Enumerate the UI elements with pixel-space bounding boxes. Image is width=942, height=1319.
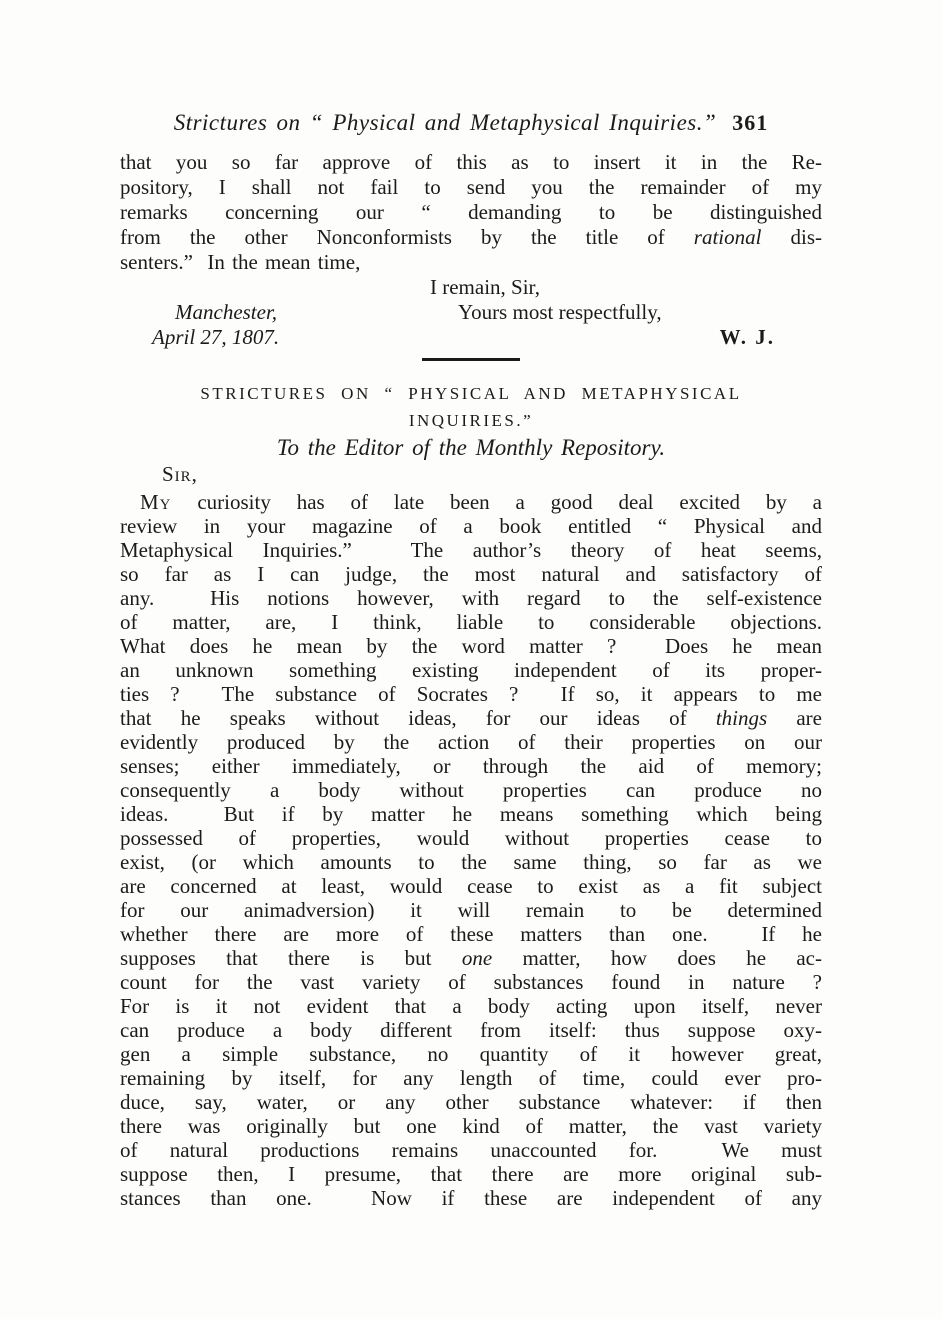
running-head-title: Strictures on “ Physical and Metaphysical Inquiries.” [173, 110, 717, 135]
text-line: remaining by itself, for any length of time, could ever pro- [120, 1066, 822, 1090]
text-line: any. His notions however, with regard to the self-existence [120, 586, 822, 610]
text-line: of natural productions remains unaccounted for. We must [120, 1138, 822, 1162]
article-heading-line2: INQUIRIES.” [408, 411, 534, 430]
letter-closing: I remain, Sir, [430, 275, 540, 299]
text-line: suppose then, I presume, that there are more original sub- [120, 1162, 822, 1186]
article-body-paragraph [120, 490, 822, 1210]
running-head [120, 110, 822, 136]
text-line: can produce a body different from itself: thus suppose oxy- [120, 1018, 822, 1042]
text-line: supposes that there is but one matter, how does he ac- [120, 946, 822, 970]
text-line: ties ? The substance of Socrates ? If so, it appears to me [120, 682, 822, 706]
text-line: senses; either immediately, or through the aid of memory; [120, 754, 822, 778]
article-heading-line1: STRICTURES ON “ PHYSICAL AND METAPHYSICAL [200, 384, 742, 403]
text-line: For is it not evident that a body acting upon itself, never [120, 994, 822, 1018]
text-line: duce, say, water, or any other substance whatever: if then [120, 1090, 822, 1114]
text-line: from the other Nonconformists by the title of rational dis- [120, 225, 822, 249]
text-line: are concerned at least, would cease to exist as a fit subject [120, 874, 822, 898]
letter-place: Manchester, [175, 300, 278, 324]
letter-place-valediction-row [120, 300, 822, 325]
text-line: Metaphysical Inquiries.” The author’s theory of heat seems, [120, 538, 822, 562]
article-dedication: To the Editor of the Monthly Repository. [276, 435, 666, 460]
letter-date: April 27, 1807. [152, 325, 280, 349]
text-line: that he speaks without ideas, for our ideas of things are [120, 706, 822, 730]
text-line: senters.” In the mean time, [120, 250, 361, 274]
letter-signature: W. J. [719, 325, 775, 349]
text-line: pository, I shall not fail to send you the remainder of my [120, 175, 822, 199]
text-line: whether there are more of these matters than one. If he [120, 922, 822, 946]
letter-date-signature-row [120, 325, 822, 350]
letter-valediction: Yours most respectfully, [458, 300, 662, 324]
text-line: consequently a body without properties can produce no [120, 778, 822, 802]
text-line: gen a simple substance, no quantity of it however great, [120, 1042, 822, 1066]
page-number: 361 [732, 110, 769, 135]
text-line: evidently produced by the action of their properties on our [120, 730, 822, 754]
letter-continuation-paragraph [120, 150, 822, 275]
text-line: My curiosity has of late been a good deal excited by a [140, 490, 822, 514]
text-block [120, 0, 822, 1210]
text-line: What does he mean by the word matter ? Does he mean [120, 634, 822, 658]
text-line: exist, (or which amounts to the same thing, so far as we [120, 850, 822, 874]
text-line: possessed of properties, would without properties cease to [120, 826, 822, 850]
text-line: that you so far approve of this as to insert it in the Re- [120, 150, 822, 174]
letter-closing-row [120, 275, 822, 300]
text-line: for our animadversion) it will remain to be determined [120, 898, 822, 922]
text-line: of matter, are, I think, liable to considerable objections. [120, 610, 822, 634]
text-line: review in your magazine of a book entitled “ Physical and [120, 514, 822, 538]
article-heading [120, 380, 822, 434]
text-line: so far as I can judge, the most natural and satisfactory of [120, 562, 822, 586]
text-line: there was originally but one kind of matter, the vast variety [120, 1114, 822, 1138]
text-line: an unknown something existing independent of its proper- [120, 658, 822, 682]
text-line: remarks concerning our “ demanding to be distinguished [120, 200, 822, 224]
text-line: ideas. But if by matter he means something which being [120, 802, 822, 826]
article-salutation: Sir, [162, 462, 198, 486]
text-line: stances than one. Now if these are independent of any [120, 1186, 822, 1210]
text-line: count for the vast variety of substances found in nature ? [120, 970, 822, 994]
section-divider-rule [422, 358, 520, 361]
